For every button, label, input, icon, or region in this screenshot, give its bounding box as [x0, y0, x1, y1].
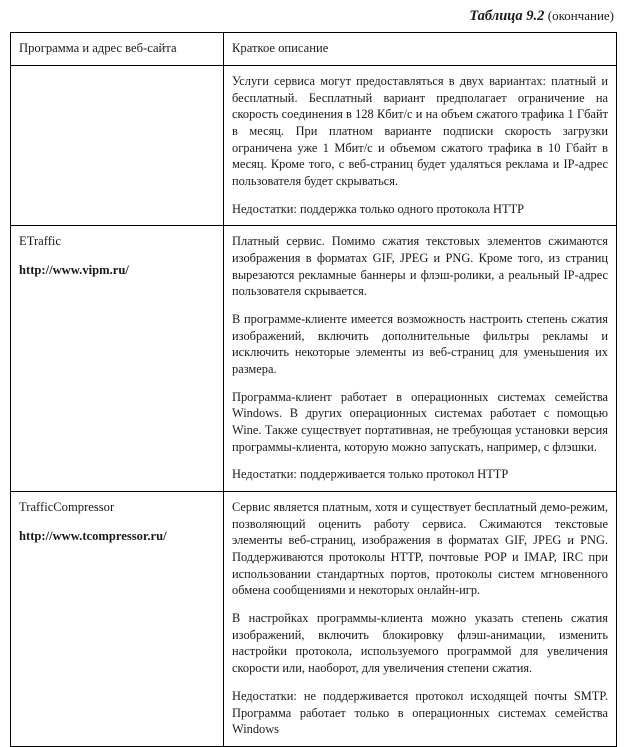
data-table — [10, 32, 617, 746]
program-name: TrafficCompressor — [19, 500, 115, 515]
program-url[interactable]: http://www.tcompressor.ru/ — [19, 529, 167, 544]
header-label-description: Краткое описание — [232, 41, 329, 56]
description-block — [232, 499, 608, 738]
table-cell-program — [11, 66, 224, 226]
program-url[interactable]: http://www.vipm.ru/ — [19, 263, 129, 278]
table-cell-description — [224, 66, 617, 226]
table-row — [11, 226, 617, 492]
description-paragraph: Недостатки: поддерживается только протокол HTTP — [232, 467, 509, 482]
table-header-row — [11, 33, 617, 66]
table-cell-description — [224, 226, 617, 492]
header-label-program: Программа и адрес веб-сайта — [19, 41, 177, 56]
table-cell-program — [11, 226, 224, 492]
description-paragraph: Недостатки: поддержка только одного протокола HTTP — [232, 201, 525, 216]
table-row — [11, 492, 617, 747]
description-paragraph: В настройках программы-клиента можно указать степень сжатия изображений, включить блокировку флэш-анимации, изменить настройки протокола, используемого программой для увеличения скорости или, наоборот, для увеличения степени сжатия. — [232, 611, 608, 676]
description-paragraph: Платный сервис. Помимо сжатия текстовых элементов сжимаются изображения в форматах GIF, JPEG и PNG. Кроме того, из страниц вырезаются рекламные баннеры и флэш-ролики, а реальный IP-адрес пользователя скрывается. — [232, 234, 608, 299]
table-cell-program — [11, 492, 224, 747]
description-paragraph: Программа-клиент работает в операционных системах семейства Windows. В других операционных системах работает с помощью Wine. Также существует портативная, не требующая установки версия программы-клиента, которую можно запускать, например, с флэшки. — [232, 389, 608, 454]
table-caption — [10, 8, 614, 25]
description-paragraph: Недостатки: не поддерживается протокол исходящей почты SMTP. Программа работает только в операционных системах семейства Windows — [232, 688, 608, 737]
description-block — [232, 233, 608, 483]
description-paragraph: Сервис является платным, хотя и существует бесплатный демо-режим, позволяющий оценить работу сервиса. Сжимаются текстовые элементы веб-страниц, изображения в форматах GIF, JPEG и PNG. Поддерживаются протоколы HTTP, почтовые POP и IMAP, IRC при использовании стандартных портов, протоколы систем мгновенного обмена сообщениями и некоторых онлайн-игр. — [232, 500, 608, 598]
program-name: ETraffic — [19, 234, 61, 249]
description-paragraph: В программе-клиенте имеется возможность настроить степень сжатия изображений, включить дополнительные фильтры рекламы и исключить некоторые элементы из веб-страниц для уменьшения их размера. — [232, 312, 608, 377]
table-header-cell-program — [11, 33, 224, 66]
description-block — [232, 73, 608, 217]
table-cell-description — [224, 492, 617, 747]
table-header-cell-description — [224, 33, 617, 66]
table-caption-note: (окончание) — [547, 8, 614, 23]
table-caption-number: Таблица 9.2 — [469, 8, 545, 24]
description-paragraph: Услуги сервиса могут предоставляться в двух вариантах: платный и бесплатный. Бесплатный вариант предполагает ограничение на скорость соединения в 128 Кбит/с и на объем сжатого трафика 1 Гбайт в месяц. При платном варианте подписки скорость загрузки ограничена уже 1 Мбит/с и объемом сжатого трафика в 10 Гбайт в месяц. Кроме того, с веб-страниц будет удаляться реклама и IP-адрес пользователя будет скрываться. — [232, 74, 608, 189]
table-row — [11, 66, 617, 226]
